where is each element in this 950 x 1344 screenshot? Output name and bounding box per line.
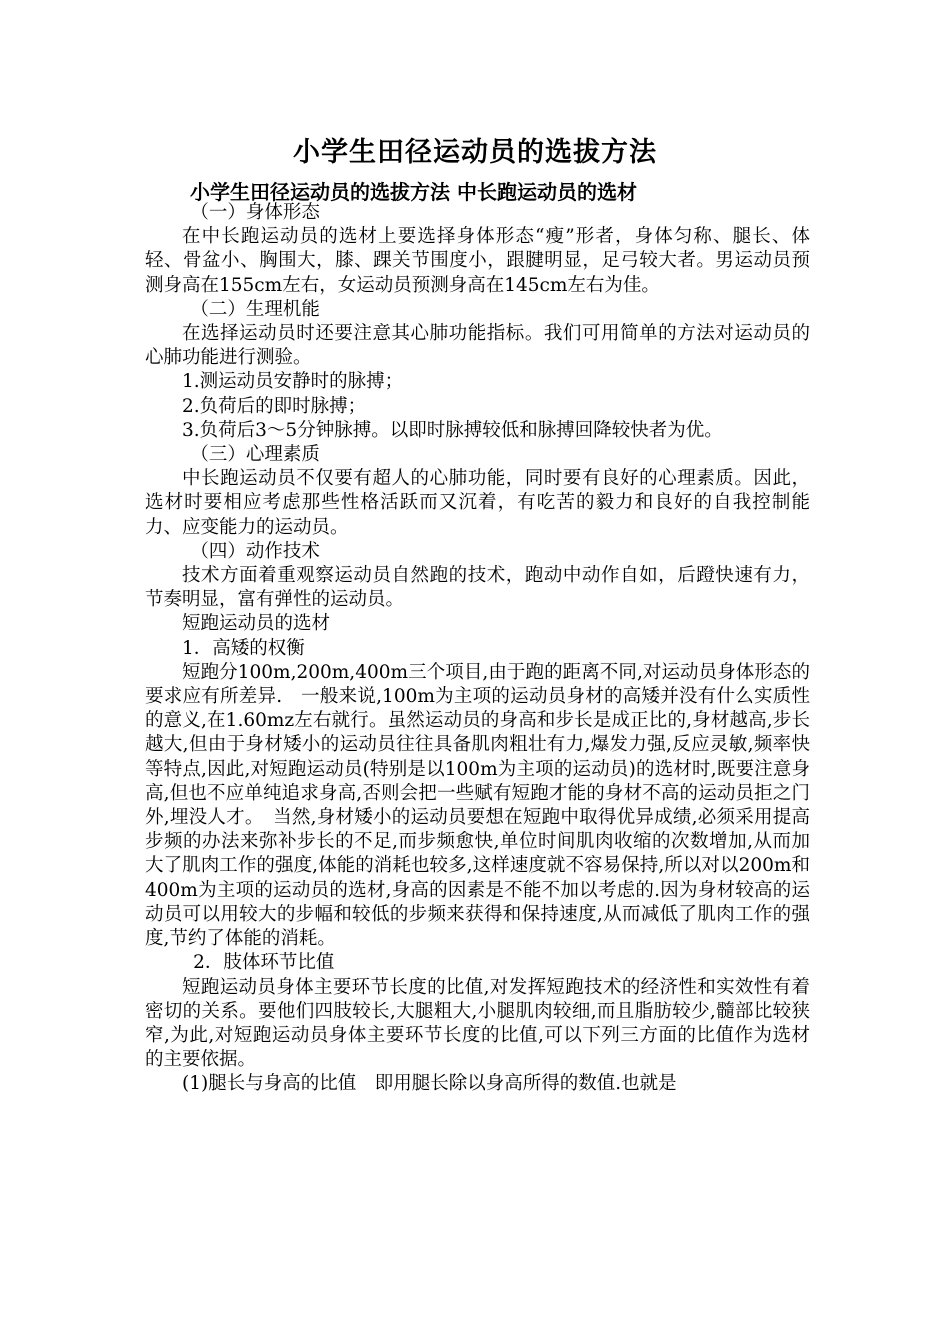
- paragraph: 2.负荷后的即时脉搏；: [182, 395, 367, 417]
- paragraph: 在选择运动员时还要注意其心肺功能指标。我们可用简单的方法对运动员的心肺功能进行测验。: [145, 323, 810, 369]
- section-heading: 2．肢体环节比值: [193, 952, 335, 974]
- document-title: 小学生田径运动员的选拔方法: [293, 137, 657, 168]
- section-heading: （一）身体形态: [190, 202, 320, 223]
- document-subtitle: 小学生田径运动员的选拔方法 中长跑运动员的选材: [190, 180, 637, 204]
- section-heading: （三）心理素质: [190, 444, 320, 466]
- paragraph: 短跑分100m,200m,400m三个项目,由于跑的距离不同,对运动员身体形态的要求应有所差异. 一般来说,100m为主项的运动员身材的高矮并没有什么实质性的意义,在1.60mz左右就行。虽然运动员的身高和步长是成正比的,身材越高,步长越大,但由于身材矮小的运动员往往具备肌肉粗壮有力,爆发力强,反应灵敏,频率快等特点,因此,对短跑运动员(特别是以100m为主项的运动员)的选材时,既要注意身高,但也不应单纯追求身高,否则会把一些赋有短跑才能的身材不高的运动员拒之门外,埋没人才。 当然,身材矮小的运动员要想在短跑中取得优异成绩,必须采用提高步频的办法来弥补步长的不足,而步频愈快,单位时间肌肉收缩的次数增加,从而加大了肌肉工作的强度,体能的消耗也较多,这样速度就不容易保持,所以对以200m和400m为主项的运动员的选材,身高的因素是不能不加以考虑的.因为身材较高的运动员可以用较大的步幅和较低的步频来获得和保持速度,从而减低了肌肉工作的强度,节约了体能的消耗。: [145, 661, 810, 950]
- section-heading: （二）生理机能: [190, 298, 320, 320]
- paragraph: 短跑运动员身体主要环节长度的比值,对发挥短跑技术的经济性和实效性有着密切的关系。要他们四肢较长,大腿粗大,小腿肌肉较细,而且脂肪较少,髓部比较狭窄,为此,对短跑运动员身体主要环节长度的比值,可以下列三方面的比值作为选材的主要依据。: [145, 976, 810, 1071]
- document-body: [145, 201, 810, 1097]
- paragraph: 1.测运动员安静时的脉搏；: [182, 371, 404, 393]
- paragraph: 短跑运动员的选材: [182, 613, 331, 635]
- paragraph: 在中长跑运动员的选材上要选择身体形态“瘦”形者，身体匀称、腿长、体轻、骨盆小、胸围大，膝、踝关节围度小，跟腱明显，足弓较大者。男运动员预测身高在155cm左右，女运动员预测身高在145cm左右为佳。: [145, 226, 810, 296]
- paragraph: (1)腿长与身高的比值 即用腿长除以身高所得的数值.也就是: [182, 1073, 677, 1095]
- paragraph: 中长跑运动员不仅要有超人的心肺功能，同时要有良好的心理素质。因此，选材时要相应考虑那些性格活跃而又沉着，有吃苦的毅力和良好的自我控制能力、应变能力的运动员。: [145, 468, 810, 538]
- section-heading: （四）动作技术: [190, 540, 320, 562]
- paragraph: 1．高矮的权衡: [182, 637, 305, 659]
- paragraph: 3.负荷后3～5分钟脉搏。以即时脉搏较低和脉搏回降较快者为优。: [182, 419, 723, 441]
- paragraph: 技术方面着重观察运动员自然跑的技术，跑动中动作自如，后蹬快速有力，节奏明显，富有弹性的运动员。: [145, 565, 810, 611]
